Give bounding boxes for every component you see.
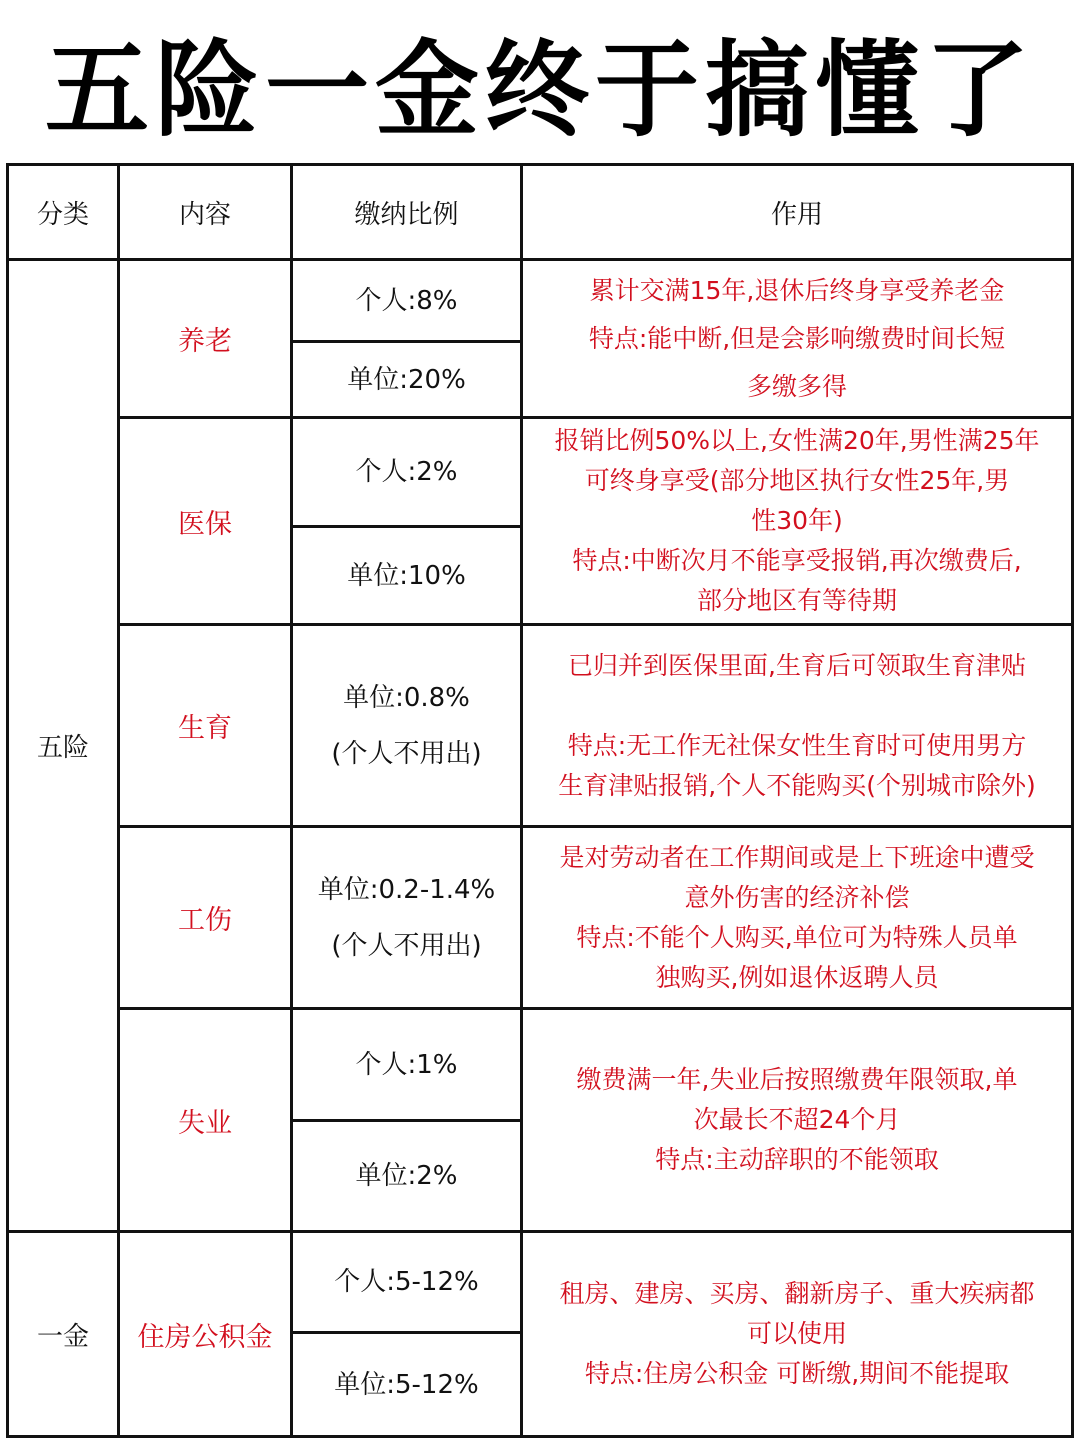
item-housing-fund: 住房公积金: [137, 1321, 273, 1353]
rate-note: (个人不用出): [331, 930, 482, 961]
rate-employer: 单位:0.2-1.4%: [317, 874, 496, 905]
rate-injury: [293, 828, 520, 1007]
item-maternity: 生育: [178, 713, 232, 744]
description-line: 多缴多得: [746, 371, 847, 401]
description-line: 特点:无工作无社保女性生育时可使用男方: [567, 730, 1027, 760]
header-rate: 缴纳比例: [354, 199, 459, 230]
description-line: 特点:中断次月不能享受报销,再次缴费后,: [572, 546, 1022, 575]
item-unemployment: 失业: [178, 1107, 232, 1139]
rate-employer: 单位:20%: [347, 364, 466, 395]
description-line: 已归并到医保里面,生育后可领取生育津贴: [568, 650, 1026, 680]
rate-personal: 个人:1%: [355, 1049, 458, 1080]
description-line: 累计交满15年,退休后终身享受养老金: [589, 275, 1005, 305]
rate-personal: 个人:2%: [355, 457, 458, 487]
description-injury: [523, 828, 1071, 1007]
description-maternity: [523, 626, 1071, 825]
description-pension: [523, 261, 1071, 416]
header-function: 作用: [770, 199, 823, 230]
description-unemployment: [523, 1010, 1071, 1230]
category-wuxian: 五险: [36, 733, 89, 763]
description-line: 部分地区有等待期: [696, 586, 897, 615]
description-housing-fund: [523, 1233, 1071, 1435]
header-content: 内容: [178, 199, 231, 230]
description-line: 性30年): [751, 506, 843, 535]
item-pension: 养老: [178, 326, 232, 357]
description-medical: [523, 419, 1071, 623]
description-line: 次最长不超24个月: [693, 1105, 901, 1134]
rate-employer: 单位:5-12%: [334, 1369, 479, 1400]
description-line: 意外伤害的经济补偿: [684, 882, 910, 912]
description-line: 特点:住房公积金 可断缴,期间不能提取: [584, 1359, 1010, 1388]
header-category: 分类: [36, 199, 89, 230]
description-line: 可以使用: [746, 1319, 847, 1348]
rate-employer: 单位:10%: [347, 560, 466, 591]
description-line: 报销比例50%以上,女性满20年,男性满25年: [554, 426, 1040, 455]
insurance-table: [6, 163, 1074, 1438]
description-line: 租房、建房、买房、翻新房子、重大疾病都: [559, 1279, 1035, 1308]
rate-employer: 单位:0.8%: [343, 682, 470, 713]
rate-employer: 单位:2%: [355, 1161, 458, 1191]
rate-note: (个人不用出): [331, 738, 482, 769]
description-line: 特点:不能个人购买,单位可为特殊人员单: [576, 922, 1018, 952]
description-line: 可终身享受(部分地区执行女性25年,男: [584, 466, 1010, 495]
item-medical: 医保: [178, 508, 232, 540]
page-title: 五险一金终于搞懂了: [44, 29, 1035, 151]
description-line: 生育津贴报销,个人不能购买(个别城市除外): [558, 770, 1036, 800]
description-line: 特点:主动辞职的不能领取: [655, 1145, 939, 1174]
item-injury: 工伤: [178, 905, 232, 936]
description-line: 缴费满一年,失业后按照缴费年限领取,单: [576, 1065, 1018, 1094]
rate-personal: 个人:8%: [355, 285, 458, 316]
description-line: 特点:能中断,但是会影响缴费时间长短: [588, 323, 1006, 353]
rate-personal: 个人:5-12%: [334, 1267, 479, 1297]
description-line: 是对劳动者在工作期间或是上下班途中遭受: [559, 842, 1035, 872]
category-yijin: 一金: [36, 1321, 89, 1352]
description-line: 独购买,例如退休返聘人员: [655, 962, 939, 992]
rate-maternity: [293, 626, 520, 825]
